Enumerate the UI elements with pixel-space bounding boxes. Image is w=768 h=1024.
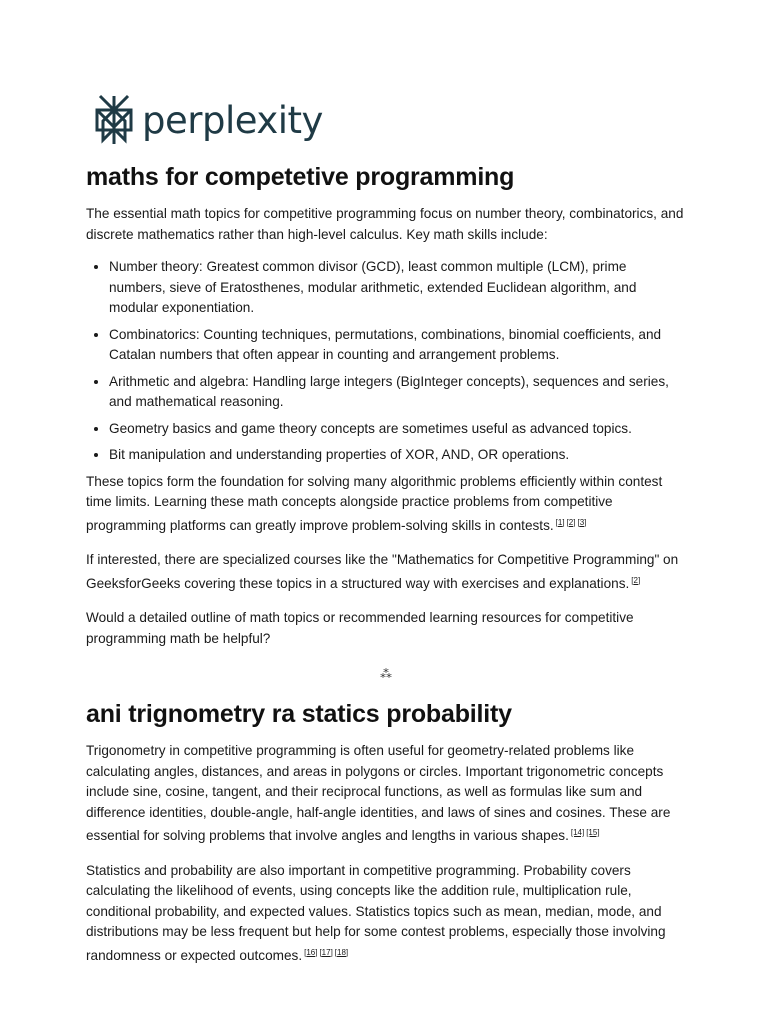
list-item: • Arithmetic and algebra: Handling large integers (BigInteger concepts), sequences and series, and mathematical reasoning.: [109, 372, 686, 413]
citation-link[interactable]: [15]: [586, 828, 600, 837]
citation-link[interactable]: [18]: [334, 947, 349, 957]
paragraph-text: Statistics and probability are also important in competitive programming. Probability covers calculating the likelihood of events, using concepts like the addition rule, multiplication rule, conditional probability, and expected values. Statistics topics such as mean, median, mode, and distributions may be less frequent but help for some contest problems, especially those involving randomness or expected outcomes.: [86, 862, 666, 963]
paragraph-text: Trigonometry in competitive programming is often useful for geometry-related problems like calculating angles, distances, and areas in polygons or circles. Important trigonometric concepts include sine, cosine, tangent, and their reciprocal functions, as well as formulas like sum and difference identities, double-angle, half-angle identities, and laws of sines and cosines. These are essential for solving problems that involve angles and lengths in various shapes.: [86, 743, 671, 843]
list-item: • Geometry basics and game theory concepts are sometimes useful as advanced topics.: [109, 419, 686, 440]
citation-link[interactable]: [2]: [631, 575, 641, 585]
body-paragraph: [86, 741, 686, 847]
citation-link[interactable]: [3]: [577, 517, 587, 527]
citation-link[interactable]: [17]: [319, 947, 333, 957]
list-item: • Number theory: Greatest common divisor (GCD), least common multiple (LCM), prime numbers, sieve of Eratosthenes, modular arithmetic, extended Euclidean algorithm, and modular exponentiation.: [109, 257, 686, 319]
paragraph-text: These topics form the foundation for solving many algorithmic problems efficiently within contest time limits. Learning these math concepts alongside practice problems from competitive programming platforms can greatly improve problem-solving skills in contests.: [86, 473, 663, 533]
section-divider: ⁂: [380, 667, 392, 681]
topics-list: [86, 257, 686, 466]
list-item: • Bit manipulation and understanding properties of XOR, AND, OR operations.: [109, 445, 686, 466]
section-title: maths for competetive programming: [86, 163, 515, 191]
body-paragraph: [86, 550, 686, 594]
perplexity-wordmark: perplexity: [142, 98, 323, 142]
answer-content: [86, 158, 686, 966]
section-title: ani trignometry ra statics probability: [86, 700, 512, 728]
body-paragraph: [86, 472, 686, 537]
citation-link[interactable]: [1]: [555, 517, 565, 527]
citation-link[interactable]: [14]: [570, 828, 585, 837]
citation-link[interactable]: [2]: [566, 517, 576, 527]
body-paragraph: [86, 861, 686, 967]
paragraph-text: If interested, there are specialized courses like the "Mathematics for Competitive Programming" on GeeksforGeeks covering these topics in a structured way with exercises and explanations.: [86, 552, 679, 591]
body-paragraph: Would a detailed outline of math topics or recommended learning resources for competitive programming math be helpful?: [86, 610, 634, 646]
perplexity-logo-icon: [94, 94, 134, 146]
intro-paragraph: The essential math topics for competitive programming focus on number theory, combinatorics, and discrete mathematics rather than high-level calculus. Key math skills include:: [86, 206, 684, 242]
perplexity-logo: [94, 94, 323, 146]
citation-link[interactable]: [16]: [304, 947, 318, 957]
list-item: • Combinatorics: Counting techniques, permutations, combinations, binomial coefficients, and Catalan numbers that often appear in counting and arrangement problems.: [109, 325, 686, 366]
